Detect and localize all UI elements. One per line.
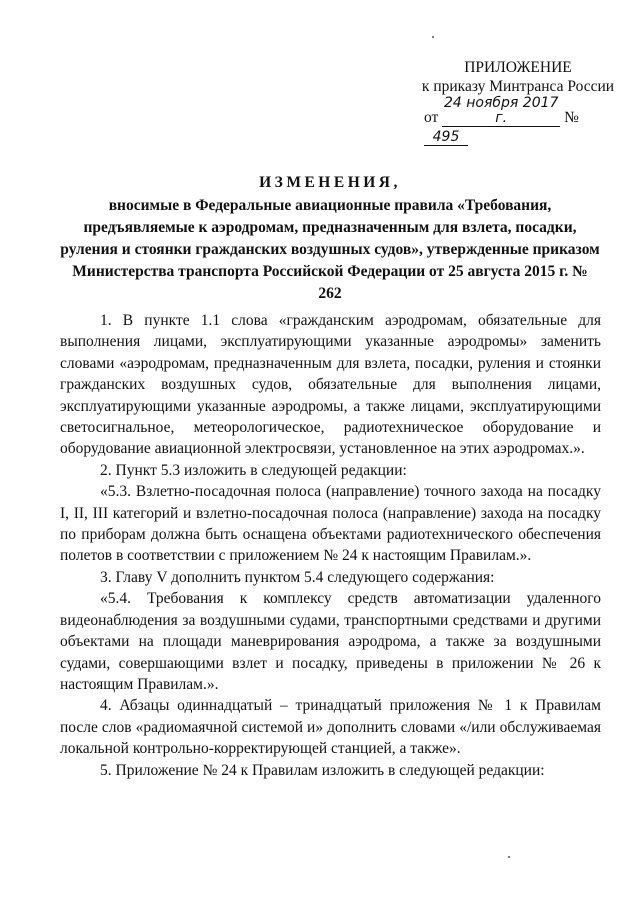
appendix-title: ПРИЛОЖЕНИЕ	[464, 59, 572, 76]
heading-subtitle: вносимые в Федеральные авиационные правила «Требования, предъявляемые к аэродромам, предназначенным для взлета, посадки, руления и стоянки гражданских воздушных судов», утвержденные приказом Министерства транспорта Российской Федерации от 25 августа 2015 г. № 262	[60, 197, 600, 302]
scan-speck	[508, 856, 510, 858]
handwritten-date: 24 ноября 2017 г.	[443, 95, 559, 126]
heading-title: ИЗМЕНЕНИЯ,	[259, 174, 401, 191]
from-label: от	[424, 109, 439, 126]
paragraph-5: «5.4. Требования к комплексу средств автоматизации удаленного видеонаблюдения за воздушными судами, транспортными средствами и другими объектами на площади маневрирования аэродрома, а также за воздушными судами, совершающими взлет и посадку, приведены в приложении № 26 к настоящим Правилам.».	[60, 590, 601, 693]
appendix-date-line	[418, 96, 618, 146]
appendix-subtitle: к приказу Минтранса России	[421, 78, 615, 95]
number-label: №	[564, 109, 579, 126]
handwritten-number: 495	[424, 130, 468, 146]
paragraph-7: 5. Приложение № 24 к Правилам изложить в следующей редакции:	[100, 761, 545, 779]
paragraph-3: «5.3. Взлетно-посадочная полоса (направление) точного захода на посадку I, II, III категорий и взлетно-посадочная полоса (направление) захода на посадку по приборам должна быть оснащена объектами радиотехнического обеспечения полетов в соответствии с приложением № 24 к настоящим Правилам.».	[60, 483, 601, 565]
paragraph-6: 4. Абзацы одиннадцатый – тринадцатый приложения № 1 к Правилам после слов «радиомаячной системой и» дополнить словами «/или обслуживаемая локальной контрольно-корректирующей станцией, а также».	[60, 697, 601, 758]
appendix-header	[418, 58, 618, 146]
scan-speck	[432, 36, 434, 38]
document-body	[60, 310, 601, 781]
paragraph-1: 1. В пункте 1.1 слова «гражданским аэродромам, обязательные для выполнения лицами, эксплуатирующими указанные аэродромы» заменить словами «аэродромам, предназначенным для взлета, посадки, руления и стоянки гражданских воздушных судов, обязательные для выполнения лицами, эксплуатирующими указанные аэродромы, а также лицами, эксплуатирующими светосигнальное, метеорологическое, радиотехническое оборудование и оборудование авиационной электросвязи, установленное на этих аэродромах.».	[60, 312, 601, 458]
paragraph-4: 3. Главу V дополнить пунктом 5.4 следующего содержания:	[100, 568, 495, 586]
document-heading	[60, 172, 600, 305]
paragraph-2: 2. Пункт 5.3 изложить в следующей редакции:	[100, 461, 407, 479]
